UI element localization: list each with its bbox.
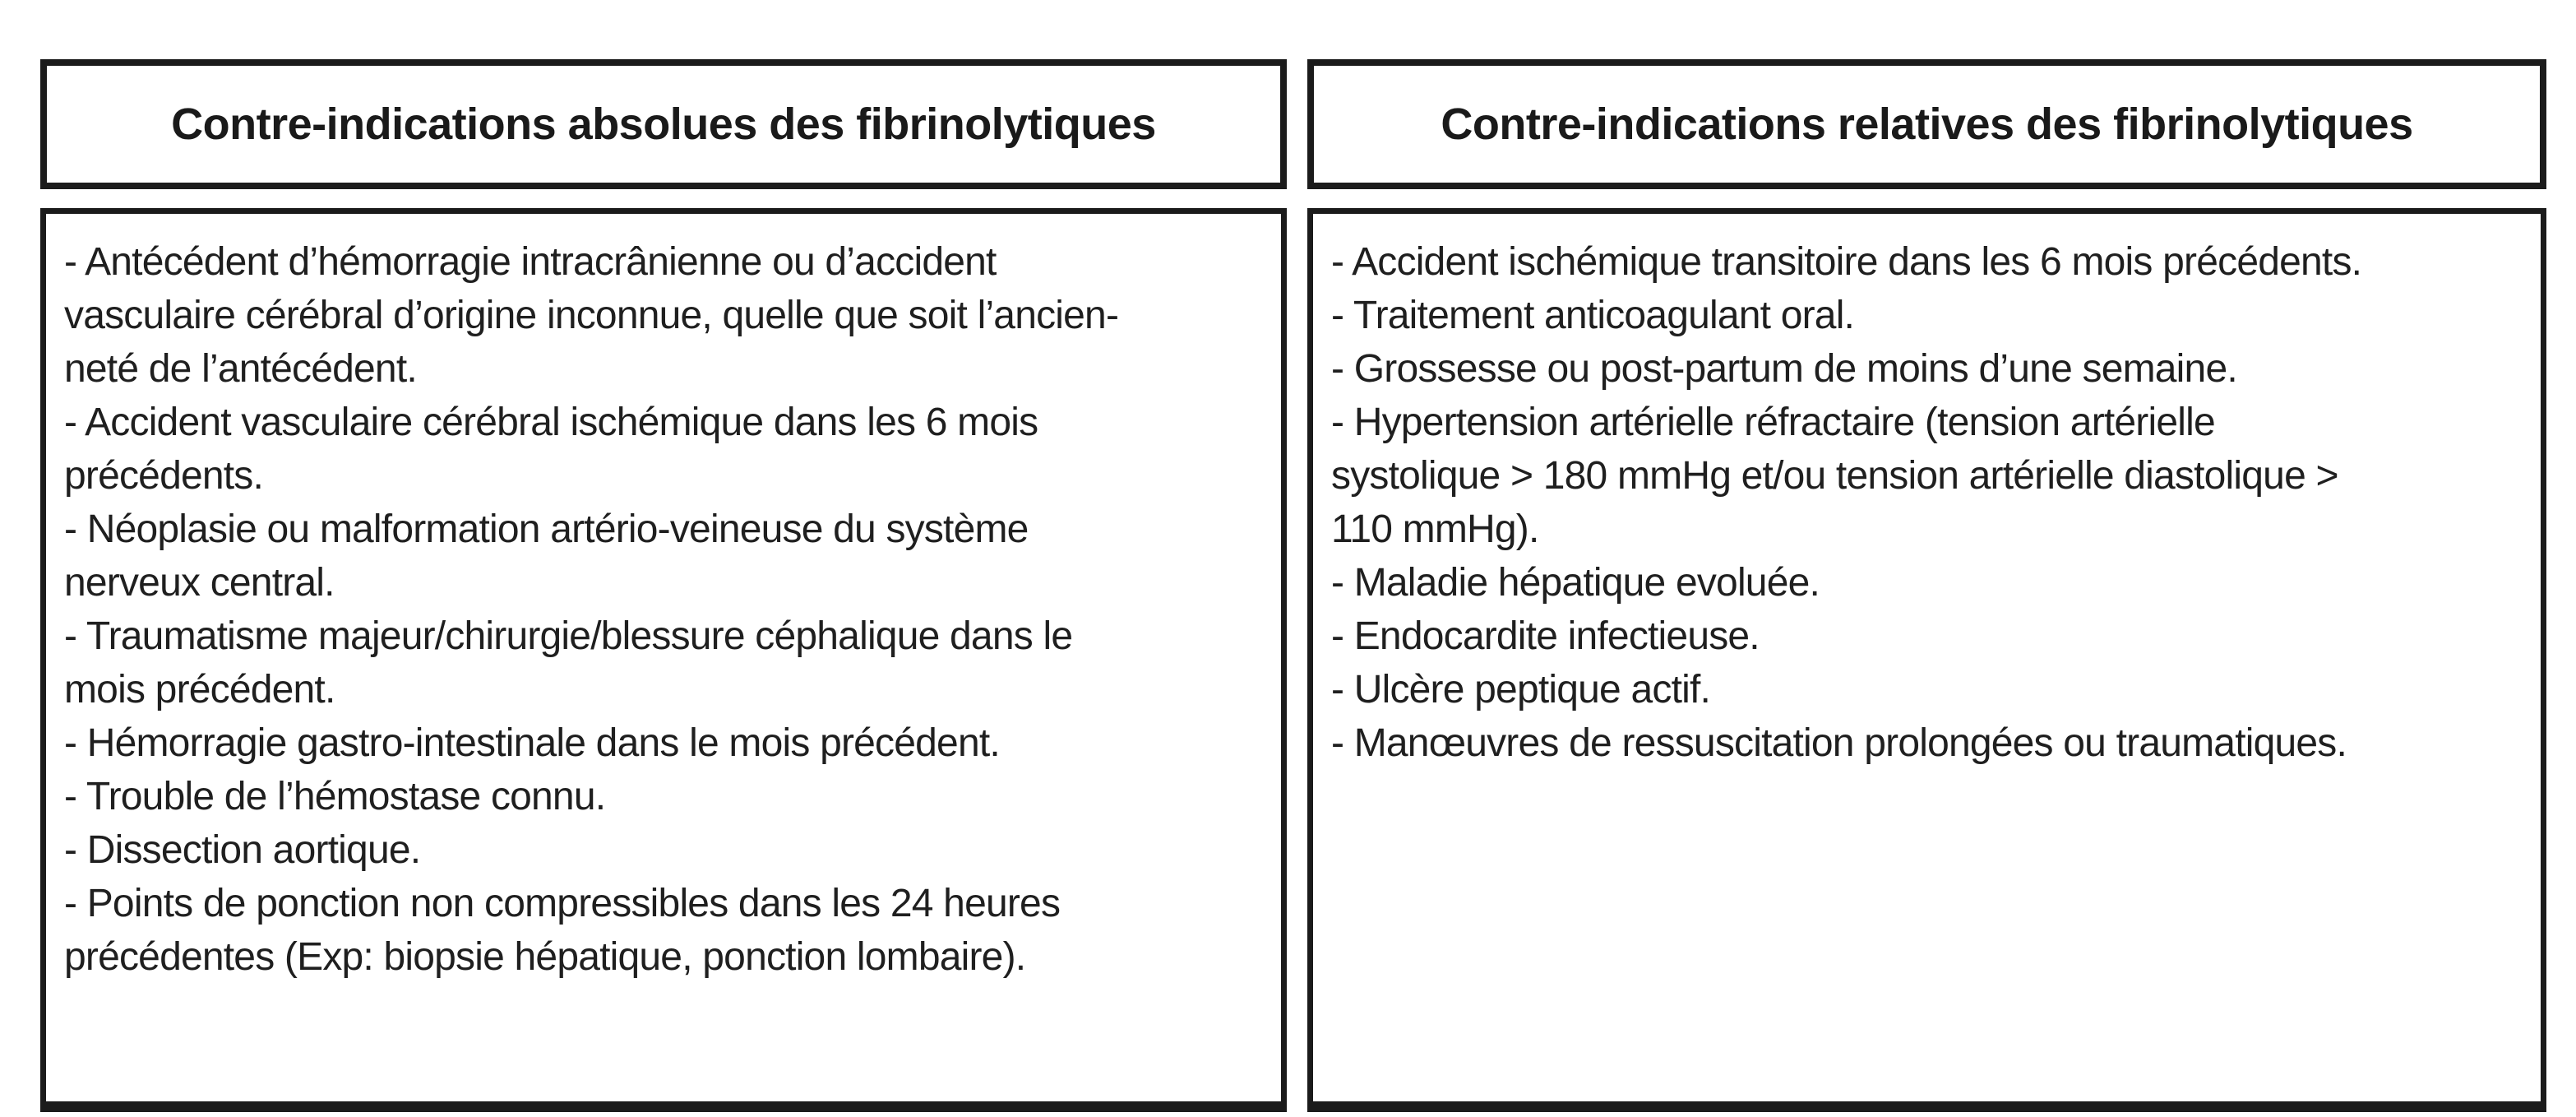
contraindication-line: - Maladie hépatique evoluée. bbox=[1331, 561, 1820, 605]
contraindication-line: - Dissection aortique. bbox=[64, 828, 421, 872]
contraindication-line: précédentes (Exp: biopsie hépatique, ponction lombaire). bbox=[64, 935, 1026, 979]
absolute-contraindications-header bbox=[40, 59, 1287, 189]
contraindication-line: - Hypertension artérielle réfractaire (tension artérielle bbox=[1331, 401, 2215, 444]
contraindication-line: - Traitement anticoagulant oral. bbox=[1331, 294, 1855, 337]
absolute-contraindications-title: Contre-indications absolues des fibrinolytiques bbox=[171, 100, 1156, 149]
contraindication-line: mois précédent. bbox=[64, 668, 335, 711]
contraindication-line: - Accident ischémique transitoire dans les 6 mois précédents. bbox=[1331, 240, 2362, 284]
contraindication-line: systolique > 180 mmHg et/ou tension artérielle diastolique > bbox=[1331, 454, 2338, 498]
contraindication-line: - Antécédent d’hémorragie intracrânienne ou d’accident bbox=[64, 240, 997, 284]
absolute-contraindications-column bbox=[40, 59, 1287, 1112]
relative-contraindications-list bbox=[1307, 208, 2546, 1112]
absolute-contraindications-list bbox=[40, 208, 1287, 1112]
contraindication-line: neté de l’antécédent. bbox=[64, 347, 417, 391]
contraindication-line: vasculaire cérébral d’origine inconnue, quelle que soit l’ancien- bbox=[64, 294, 1119, 337]
contraindication-line: - Néoplasie ou malformation artério-veineuse du système bbox=[64, 508, 1029, 551]
contraindication-line: - Grossesse ou post-partum de moins d’une semaine. bbox=[1331, 347, 2237, 391]
contraindication-line: - Hémorragie gastro-intestinale dans le mois précédent. bbox=[64, 721, 1000, 765]
contraindication-line: - Trouble de l’hémostase connu. bbox=[64, 775, 606, 818]
relative-contraindications-title: Contre-indications relatives des fibrinolytiques bbox=[1441, 100, 2413, 149]
contraindication-line: - Endocardite infectieuse. bbox=[1331, 614, 1760, 658]
contraindication-line: 110 mmHg). bbox=[1331, 508, 1539, 551]
contraindication-line: - Ulcère peptique actif. bbox=[1331, 668, 1711, 711]
contraindication-line: - Traumatisme majeur/chirurgie/blessure céphalique dans le bbox=[64, 614, 1073, 658]
contraindication-line: précédents. bbox=[64, 454, 264, 498]
contraindication-line: nerveux central. bbox=[64, 561, 335, 605]
relative-contraindications-column bbox=[1307, 59, 2546, 1112]
contraindication-line: - Manœuvres de ressuscitation prolongées ou traumatiques. bbox=[1331, 721, 2347, 765]
contraindication-line: - Accident vasculaire cérébral ischémique dans les 6 mois bbox=[64, 401, 1038, 444]
relative-contraindications-header bbox=[1307, 59, 2546, 189]
contraindication-line: - Points de ponction non compressibles dans les 24 heures bbox=[64, 882, 1061, 925]
